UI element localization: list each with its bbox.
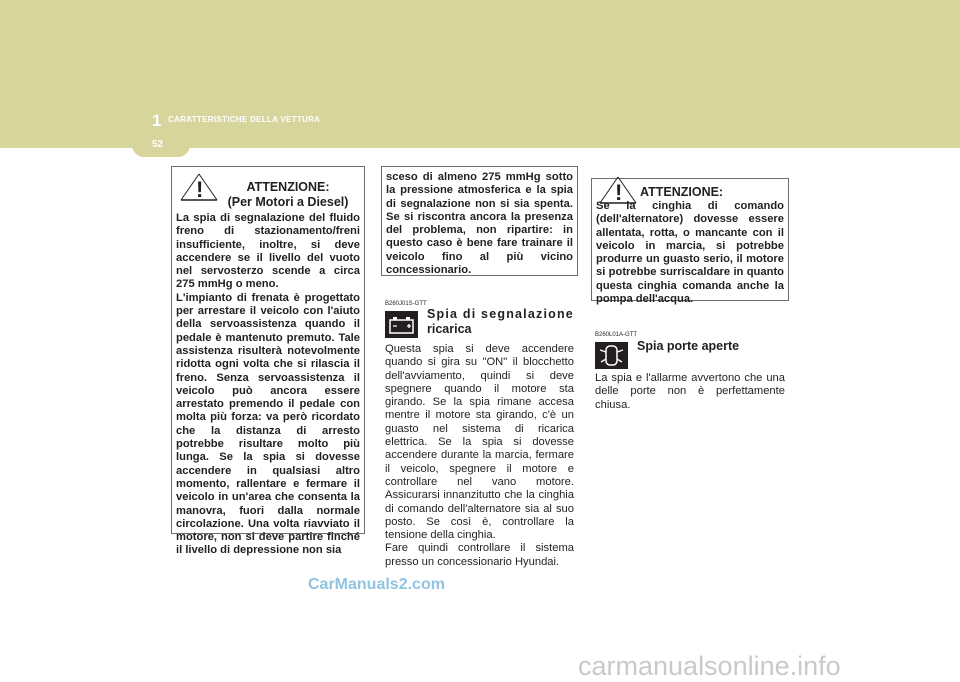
svg-text:!: ! — [615, 180, 623, 205]
warning-triangle-icon — [598, 175, 638, 205]
watermark-carmanuals2: CarManuals2.com — [308, 576, 445, 593]
charging-title-line1: Spia di segnalazione — [427, 307, 574, 321]
page-number: 52 — [152, 139, 164, 150]
chapter-number: 1 — [152, 111, 162, 130]
diesel-warning-p1: La spia di segnalazione del fluido freno di stazionamento/freni insufficiente, inoltre, si deve accendere se il livello del vuoto nel servosterzo scende a circa 275 mmHg o meno. — [176, 212, 360, 291]
warning-subtitle: (Per Motori a Diesel) — [227, 195, 349, 209]
charging-title-line2: ricarica — [427, 322, 472, 336]
header-band — [0, 0, 960, 148]
charging-section-code: B260J01S-GTT — [385, 301, 427, 307]
door-body: La spia e l'allarme avvertono che una delle porte non è perfettamente chiusa. — [595, 372, 785, 411]
door-icon-box — [595, 342, 628, 369]
charging-body: Questa spia si deve accendere quando si gira su "ON" il blocchetto dell'avviamento, quindi si deve spegnere quando il motore sta girando. Se la spia rimane accesa mentre il motore sta girando, c'è un guasto nel sistema di ricarica elettrica. Se la spia si dovesse accendere durante la marcia, fermare il veicolo, spegnere il motore e controllare nel vano motore. Assicurarsi innanzitutto che la cinghia di comando dell'alternatore sia al suo posto. Se così è, controllare la tensione della cinghia. Fare quindi controllare il sistema presso un concessionario Hyundai. — [385, 343, 574, 568]
diesel-warning-box — [171, 166, 365, 557]
watermark-carmanualsonline: carmanualsonline.info — [578, 651, 841, 681]
belt-warning-box — [591, 178, 789, 306]
svg-text:!: ! — [196, 177, 204, 202]
continued-warning-box — [381, 166, 578, 276]
belt-warning-title: ATTENZIONE: — [640, 185, 724, 199]
door-section-code: B260L01A-GTT — [595, 332, 638, 338]
belt-warning-text: Se la cinghia di comando (dell'alternatore) dovesse essere allentata, rotta, o mancante con il veicolo in marcia, si potrebbe produrre un guasto serio, il motore si potrebbe surriscaldare in quanto questa cinghia comanda anche la pompa dell'acqua. — [596, 200, 784, 306]
diesel-warning-p2: L'impianto di frenata è progettato per arrestare il veicolo con l'aiuto della servoassistenza quando il pedale è mantenuto premuto. Tale assistenza risulterà notevolmente ridotta ogni volta che si rilascia il freno. Senza servoassistenza il veicolo può ancora essere arrestato premendo il pedale con molta più forza: va però ricordato che la distanza di arresto potrebbe risultare molto più lunga. Se la spia si dovesse accendere in qualsiasi altro momento, rallentare e fermare il veicolo in un'area che consenta la manovra, fuori dalla normale circolazione. Una volta riavviato il motore, non si deve partire finché il livello di depressione non sia — [176, 291, 360, 557]
battery-icon — [385, 311, 418, 338]
battery-icon-box — [385, 311, 418, 338]
continued-warning-text: sceso di almeno 275 mmHg sotto la pressione atmosferica e la spia di segnalazione non si sia spenta. Se si riscontra ancora la presenza del problema, non ripartire: in questo caso è bene fare trainare il veicolo fino al più vicino concessionario. — [386, 171, 573, 277]
chapter-title: CARATTERISTICHE DELLA VETTURA — [168, 115, 321, 124]
door-open-icon — [595, 342, 628, 369]
warning-title: ATTENZIONE: — [246, 180, 330, 194]
door-title: Spia porte aperte — [637, 339, 740, 353]
warning-triangle-icon — [179, 172, 219, 202]
